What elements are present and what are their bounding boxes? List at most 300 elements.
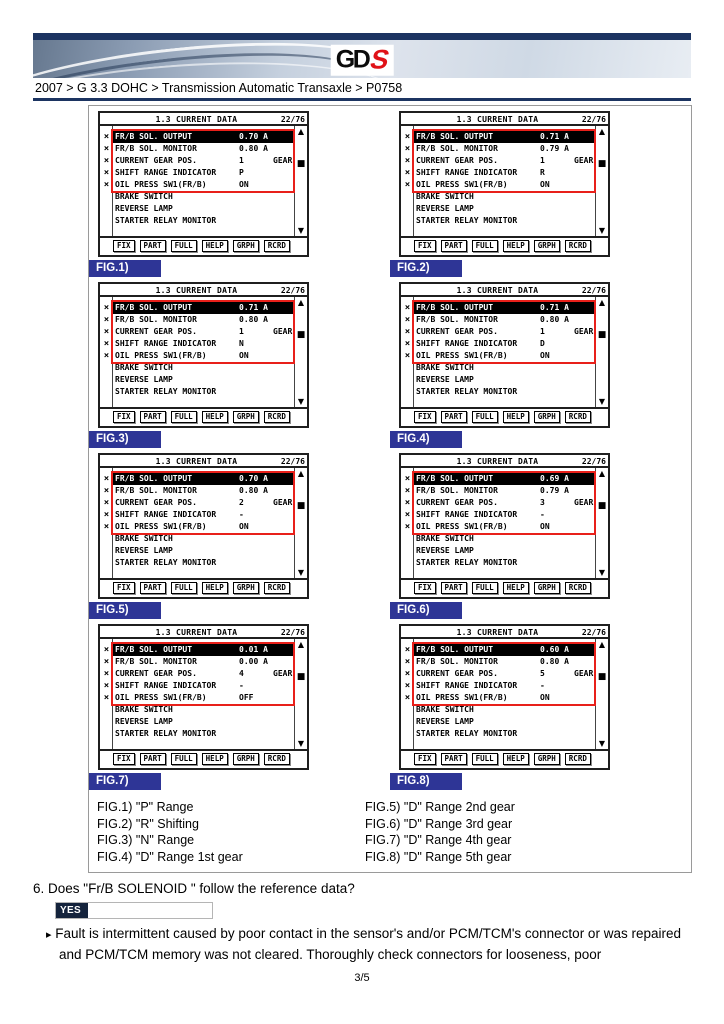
param-value: ON bbox=[239, 180, 249, 189]
param-value: 0.79 A bbox=[540, 144, 569, 153]
gds-logo-swoosh: S bbox=[366, 44, 393, 75]
help-button[interactable]: HELP bbox=[202, 582, 228, 594]
param-row[interactable] bbox=[401, 557, 595, 569]
param-unit bbox=[273, 509, 294, 521]
scroll-thumb[interactable]: ■ bbox=[597, 672, 607, 682]
part-button[interactable]: PART bbox=[140, 240, 166, 252]
param-row[interactable] bbox=[401, 374, 595, 386]
param-row[interactable] bbox=[100, 692, 294, 704]
param-unit: GEAR bbox=[273, 498, 293, 507]
param-row[interactable] bbox=[401, 716, 595, 728]
param-row[interactable] bbox=[100, 545, 294, 557]
page-number: 3/5 bbox=[354, 972, 370, 984]
screen-title-bar bbox=[100, 284, 307, 297]
param-unit bbox=[273, 692, 294, 704]
param-label: OIL PRESS SW1(FR/B) bbox=[115, 522, 207, 531]
param-label: BRAKE SWITCH bbox=[115, 363, 173, 372]
param-row[interactable] bbox=[100, 374, 294, 386]
param-value: OFF bbox=[239, 693, 254, 702]
figure-caption: FIG.2) "R" Shifting bbox=[97, 816, 199, 831]
param-row[interactable] bbox=[401, 485, 595, 497]
figure-label: FIG.1) bbox=[89, 260, 161, 277]
param-row[interactable] bbox=[100, 656, 294, 668]
param-unit bbox=[574, 680, 595, 692]
scroll-down-icon[interactable]: ▼ bbox=[297, 226, 305, 235]
scroll-down-icon[interactable]: ▼ bbox=[297, 739, 305, 748]
param-row-body bbox=[113, 350, 294, 362]
full-button[interactable]: FULL bbox=[472, 753, 498, 765]
selected-mark-icon: × bbox=[103, 510, 110, 520]
param-row[interactable] bbox=[401, 131, 595, 143]
scroll-up-icon[interactable]: ▲ bbox=[598, 127, 606, 136]
param-unit bbox=[574, 167, 595, 179]
param-value: 1 bbox=[540, 156, 545, 165]
scroll-down-icon[interactable]: ▼ bbox=[598, 397, 606, 406]
screen-button-bar bbox=[100, 578, 307, 597]
param-label: FR/B SOL. OUTPUT bbox=[115, 645, 193, 654]
param-label: STARTER RELAY MONITOR bbox=[115, 729, 217, 738]
scroll-down-icon[interactable]: ▼ bbox=[297, 397, 305, 406]
scroll-up-icon[interactable]: ▲ bbox=[297, 469, 305, 478]
param-row[interactable] bbox=[100, 680, 294, 692]
selected-mark-icon: × bbox=[103, 180, 110, 190]
selected-mark-icon: × bbox=[103, 303, 110, 313]
param-row[interactable] bbox=[100, 143, 294, 155]
param-label: OIL PRESS SW1(FR/B) bbox=[416, 522, 508, 531]
mark-placeholder bbox=[100, 728, 113, 740]
param-row[interactable] bbox=[100, 728, 294, 740]
param-unit bbox=[273, 338, 294, 350]
scrollbar[interactable] bbox=[294, 639, 307, 749]
param-row[interactable] bbox=[100, 167, 294, 179]
full-button[interactable]: FULL bbox=[171, 411, 197, 423]
part-button[interactable]: PART bbox=[441, 582, 467, 594]
yes-button[interactable]: YES bbox=[56, 903, 88, 918]
selected-mark-icon: × bbox=[404, 351, 411, 361]
param-row[interactable] bbox=[100, 215, 294, 227]
param-row[interactable] bbox=[401, 314, 595, 326]
scroll-thumb[interactable]: ■ bbox=[597, 159, 607, 169]
gds-logo bbox=[331, 45, 394, 76]
param-row[interactable] bbox=[401, 521, 595, 533]
param-unit bbox=[273, 350, 294, 362]
param-row[interactable] bbox=[100, 203, 294, 215]
param-label: SHIFT RANGE INDICATOR bbox=[416, 339, 518, 348]
grph-button[interactable]: GRPH bbox=[233, 582, 259, 594]
param-label: SHIFT RANGE INDICATOR bbox=[115, 510, 217, 519]
figure-captions bbox=[89, 790, 691, 872]
rcrd-button[interactable]: RCRD bbox=[264, 753, 290, 765]
param-row[interactable] bbox=[401, 326, 595, 338]
scroll-up-icon[interactable]: ▲ bbox=[598, 469, 606, 478]
param-row[interactable] bbox=[100, 473, 294, 485]
rcrd-button[interactable]: RCRD bbox=[565, 411, 591, 423]
help-button[interactable]: HELP bbox=[202, 753, 228, 765]
scrollbar[interactable] bbox=[294, 297, 307, 407]
fix-button[interactable]: FIX bbox=[414, 411, 436, 423]
param-row[interactable] bbox=[100, 485, 294, 497]
param-row[interactable] bbox=[401, 215, 595, 227]
scrollbar[interactable] bbox=[294, 468, 307, 578]
selected-mark-icon: × bbox=[103, 693, 110, 703]
mark-placeholder bbox=[401, 386, 414, 398]
param-label: FR/B SOL. MONITOR bbox=[115, 144, 197, 153]
param-row-body bbox=[414, 497, 595, 509]
mark-placeholder bbox=[100, 386, 113, 398]
scan-tool-screen bbox=[399, 453, 610, 599]
data-list bbox=[401, 126, 608, 236]
param-label: FR/B SOL. MONITOR bbox=[115, 315, 197, 324]
mark-placeholder bbox=[401, 203, 414, 215]
figure-block bbox=[390, 111, 691, 277]
scan-tool-screen bbox=[399, 282, 610, 428]
screen-button-bar bbox=[100, 407, 307, 426]
param-row-body bbox=[414, 644, 595, 656]
scroll-thumb[interactable]: ■ bbox=[597, 501, 607, 511]
param-row[interactable] bbox=[100, 302, 294, 314]
grph-button[interactable]: GRPH bbox=[534, 582, 560, 594]
param-unit bbox=[273, 485, 294, 497]
param-value: 3 bbox=[540, 498, 545, 507]
screen-title: 1.3 CURRENT DATA bbox=[155, 457, 238, 466]
param-row[interactable] bbox=[100, 557, 294, 569]
help-button[interactable]: HELP bbox=[503, 240, 529, 252]
param-row-body bbox=[113, 215, 294, 227]
param-unit bbox=[273, 167, 294, 179]
fix-button[interactable]: FIX bbox=[113, 240, 135, 252]
mark-placeholder bbox=[401, 728, 414, 740]
param-row[interactable] bbox=[401, 143, 595, 155]
full-button[interactable]: FULL bbox=[472, 240, 498, 252]
fix-button[interactable]: FIX bbox=[113, 753, 135, 765]
help-button[interactable]: HELP bbox=[503, 411, 529, 423]
param-value: 0.71 A bbox=[540, 132, 569, 141]
grph-button[interactable]: GRPH bbox=[233, 240, 259, 252]
selected-mark-icon: × bbox=[404, 669, 411, 679]
param-row[interactable] bbox=[100, 338, 294, 350]
scroll-up-icon[interactable]: ▲ bbox=[598, 298, 606, 307]
figure-caption: FIG.6) "D" Range 3rd gear bbox=[365, 816, 513, 831]
param-row[interactable] bbox=[401, 728, 595, 740]
param-label: STARTER RELAY MONITOR bbox=[416, 216, 518, 225]
scroll-thumb[interactable]: ■ bbox=[296, 330, 306, 340]
param-value: 0.71 A bbox=[540, 303, 569, 312]
screen-page-indicator: 22/76 bbox=[581, 457, 606, 466]
scan-tool-screen bbox=[399, 624, 610, 770]
selected-mark-icon: × bbox=[103, 645, 110, 655]
data-rows bbox=[100, 126, 294, 236]
param-label: BRAKE SWITCH bbox=[416, 192, 474, 201]
fix-button[interactable]: FIX bbox=[113, 411, 135, 423]
grph-button[interactable]: GRPH bbox=[534, 411, 560, 423]
param-row[interactable] bbox=[100, 131, 294, 143]
param-label: SHIFT RANGE INDICATOR bbox=[115, 168, 217, 177]
part-button[interactable]: PART bbox=[441, 240, 467, 252]
param-value: 0.80 A bbox=[239, 315, 268, 324]
param-row[interactable] bbox=[100, 704, 294, 716]
param-label: CURRENT GEAR POS. bbox=[115, 327, 197, 336]
help-button[interactable]: HELP bbox=[503, 582, 529, 594]
param-row[interactable] bbox=[100, 668, 294, 680]
param-row[interactable] bbox=[401, 338, 595, 350]
full-button[interactable]: FULL bbox=[472, 582, 498, 594]
screen-title-bar bbox=[100, 626, 307, 639]
param-value: 5 bbox=[540, 669, 545, 678]
figure-label: FIG.2) bbox=[390, 260, 462, 277]
param-row[interactable] bbox=[401, 692, 595, 704]
mark-placeholder bbox=[401, 545, 414, 557]
figure-caption: FIG.3) "N" Range bbox=[97, 833, 195, 847]
fix-button[interactable]: FIX bbox=[414, 582, 436, 594]
param-value: ON bbox=[540, 180, 550, 189]
rcrd-button[interactable]: RCRD bbox=[565, 753, 591, 765]
param-row-body bbox=[414, 668, 595, 680]
param-row-body bbox=[113, 692, 294, 704]
param-row[interactable] bbox=[401, 509, 595, 521]
part-button[interactable]: PART bbox=[441, 753, 467, 765]
grph-button[interactable]: GRPH bbox=[534, 753, 560, 765]
param-row-body bbox=[414, 521, 595, 533]
selected-mark-icon: × bbox=[404, 168, 411, 178]
fix-button[interactable]: FIX bbox=[113, 582, 135, 594]
param-row-body bbox=[113, 668, 294, 680]
scrollbar[interactable] bbox=[595, 468, 608, 578]
scrollbar[interactable] bbox=[595, 126, 608, 236]
param-label: REVERSE LAMP bbox=[115, 717, 173, 726]
fix-button[interactable]: FIX bbox=[414, 753, 436, 765]
param-value: 0.79 A bbox=[540, 486, 569, 495]
param-row-body bbox=[414, 374, 595, 386]
param-row[interactable] bbox=[100, 362, 294, 374]
param-row[interactable] bbox=[100, 509, 294, 521]
scroll-thumb[interactable]: ■ bbox=[296, 159, 306, 169]
param-label: FR/B SOL. MONITOR bbox=[115, 486, 197, 495]
param-row-body bbox=[414, 167, 595, 179]
param-row[interactable] bbox=[100, 314, 294, 326]
data-list bbox=[100, 126, 307, 236]
screen-title-bar bbox=[401, 455, 608, 468]
param-row-body bbox=[414, 704, 595, 716]
param-row[interactable] bbox=[100, 326, 294, 338]
answer-paragraph bbox=[46, 924, 694, 964]
param-label: REVERSE LAMP bbox=[115, 375, 173, 384]
param-row[interactable] bbox=[100, 716, 294, 728]
param-row[interactable] bbox=[100, 350, 294, 362]
selected-mark-icon: × bbox=[404, 339, 411, 349]
full-button[interactable]: FULL bbox=[472, 411, 498, 423]
part-button[interactable]: PART bbox=[140, 411, 166, 423]
param-row[interactable] bbox=[401, 302, 595, 314]
param-label: CURRENT GEAR POS. bbox=[416, 327, 498, 336]
param-row[interactable] bbox=[100, 155, 294, 167]
mark-placeholder bbox=[100, 215, 113, 227]
param-label: CURRENT GEAR POS. bbox=[416, 669, 498, 678]
param-value: ON bbox=[540, 522, 550, 531]
param-row[interactable] bbox=[100, 533, 294, 545]
param-row-body bbox=[113, 485, 294, 497]
param-row[interactable] bbox=[401, 473, 595, 485]
param-row[interactable] bbox=[401, 497, 595, 509]
param-value: 0.80 A bbox=[239, 486, 268, 495]
figure-grid bbox=[89, 111, 691, 790]
mark-placeholder bbox=[401, 374, 414, 386]
param-row[interactable] bbox=[100, 497, 294, 509]
banner-streak bbox=[33, 40, 377, 78]
param-value: ON bbox=[540, 693, 550, 702]
param-unit bbox=[574, 350, 595, 362]
scrollbar[interactable] bbox=[595, 297, 608, 407]
part-button[interactable]: PART bbox=[140, 582, 166, 594]
help-button[interactable]: HELP bbox=[202, 240, 228, 252]
param-row-body bbox=[414, 314, 595, 326]
rcrd-button[interactable]: RCRD bbox=[264, 240, 290, 252]
param-label: REVERSE LAMP bbox=[115, 204, 173, 213]
param-row[interactable] bbox=[401, 704, 595, 716]
param-row-body bbox=[113, 680, 294, 692]
part-button[interactable]: PART bbox=[441, 411, 467, 423]
figure-caption: FIG.1) "P" Range bbox=[97, 800, 194, 814]
rcrd-button[interactable]: RCRD bbox=[565, 240, 591, 252]
selected-mark-icon: × bbox=[103, 669, 110, 679]
rcrd-button[interactable]: RCRD bbox=[264, 582, 290, 594]
param-unit bbox=[574, 179, 595, 191]
fix-button[interactable]: FIX bbox=[414, 240, 436, 252]
param-row[interactable] bbox=[401, 350, 595, 362]
param-unit bbox=[574, 521, 595, 533]
selected-mark-icon: × bbox=[404, 180, 411, 190]
grph-button[interactable]: GRPH bbox=[233, 753, 259, 765]
param-label: OIL PRESS SW1(FR/B) bbox=[416, 351, 508, 360]
selected-mark-icon: × bbox=[404, 522, 411, 532]
full-button[interactable]: FULL bbox=[171, 240, 197, 252]
scroll-up-icon[interactable]: ▲ bbox=[297, 640, 305, 649]
data-list bbox=[401, 639, 608, 749]
data-list bbox=[100, 297, 307, 407]
param-value: D bbox=[540, 339, 545, 348]
grph-button[interactable]: GRPH bbox=[534, 240, 560, 252]
param-label: FR/B SOL. OUTPUT bbox=[115, 303, 193, 312]
param-row[interactable] bbox=[401, 386, 595, 398]
param-label: SHIFT RANGE INDICATOR bbox=[115, 339, 217, 348]
part-button[interactable]: PART bbox=[140, 753, 166, 765]
screen-page-indicator: 22/76 bbox=[280, 115, 305, 124]
selected-mark-icon: × bbox=[404, 327, 411, 337]
figure-block bbox=[89, 624, 390, 790]
param-row[interactable] bbox=[100, 191, 294, 203]
param-row[interactable] bbox=[100, 386, 294, 398]
selected-mark-icon: × bbox=[103, 315, 110, 325]
rcrd-button[interactable]: RCRD bbox=[565, 582, 591, 594]
param-row[interactable] bbox=[401, 545, 595, 557]
param-row[interactable] bbox=[401, 191, 595, 203]
param-row[interactable] bbox=[401, 644, 595, 656]
help-button[interactable]: HELP bbox=[503, 753, 529, 765]
full-button[interactable]: FULL bbox=[171, 753, 197, 765]
scroll-down-icon[interactable]: ▼ bbox=[598, 226, 606, 235]
param-row-body bbox=[414, 326, 595, 338]
scan-tool-screen bbox=[399, 111, 610, 257]
param-unit bbox=[574, 338, 595, 350]
scrollbar[interactable] bbox=[294, 126, 307, 236]
rcrd-button[interactable]: RCRD bbox=[264, 411, 290, 423]
param-value: 0.80 A bbox=[540, 657, 569, 666]
grph-button[interactable]: GRPH bbox=[233, 411, 259, 423]
scroll-thumb[interactable]: ■ bbox=[296, 672, 306, 682]
param-label: BRAKE SWITCH bbox=[115, 705, 173, 714]
param-unit bbox=[574, 509, 595, 521]
scroll-down-icon[interactable]: ▼ bbox=[598, 739, 606, 748]
scroll-down-icon[interactable]: ▼ bbox=[598, 568, 606, 577]
question-text: 6. Does "Fr/B SOLENOID " follow the reference data? bbox=[33, 881, 355, 896]
screen-title: 1.3 CURRENT DATA bbox=[456, 628, 539, 637]
param-row[interactable] bbox=[401, 179, 595, 191]
scroll-thumb[interactable]: ■ bbox=[597, 330, 607, 340]
param-row[interactable] bbox=[100, 179, 294, 191]
param-row-body bbox=[414, 203, 595, 215]
param-unit: GEAR bbox=[574, 669, 594, 678]
param-row[interactable] bbox=[401, 680, 595, 692]
param-row[interactable] bbox=[100, 521, 294, 533]
param-label: SHIFT RANGE INDICATOR bbox=[416, 168, 518, 177]
param-label: SHIFT RANGE INDICATOR bbox=[416, 510, 518, 519]
param-row-body bbox=[414, 545, 595, 557]
param-label: REVERSE LAMP bbox=[115, 546, 173, 555]
param-value: 0.70 A bbox=[239, 132, 268, 141]
scroll-up-icon[interactable]: ▲ bbox=[297, 127, 305, 136]
scroll-up-icon[interactable]: ▲ bbox=[297, 298, 305, 307]
scroll-down-icon[interactable]: ▼ bbox=[297, 568, 305, 577]
param-row[interactable] bbox=[401, 656, 595, 668]
param-unit bbox=[574, 656, 595, 668]
param-label: STARTER RELAY MONITOR bbox=[416, 387, 518, 396]
mark-placeholder bbox=[401, 533, 414, 545]
param-row[interactable] bbox=[401, 533, 595, 545]
scroll-thumb[interactable]: ■ bbox=[296, 501, 306, 511]
param-row[interactable] bbox=[401, 203, 595, 215]
param-row[interactable] bbox=[401, 155, 595, 167]
help-button[interactable]: HELP bbox=[202, 411, 228, 423]
data-rows bbox=[100, 639, 294, 749]
param-unit bbox=[574, 143, 595, 155]
figure-block bbox=[89, 453, 390, 619]
param-value: ON bbox=[239, 351, 249, 360]
param-row-body bbox=[113, 656, 294, 668]
param-row[interactable] bbox=[401, 668, 595, 680]
param-value: ON bbox=[239, 522, 249, 531]
param-row[interactable] bbox=[100, 644, 294, 656]
mark-placeholder bbox=[100, 545, 113, 557]
param-unit bbox=[273, 521, 294, 533]
full-button[interactable]: FULL bbox=[171, 582, 197, 594]
screen-title: 1.3 CURRENT DATA bbox=[456, 286, 539, 295]
param-row[interactable] bbox=[401, 167, 595, 179]
scroll-up-icon[interactable]: ▲ bbox=[598, 640, 606, 649]
param-row-body bbox=[113, 338, 294, 350]
param-label: REVERSE LAMP bbox=[416, 546, 474, 555]
param-row-body bbox=[414, 302, 595, 314]
figure-label: FIG.4) bbox=[390, 431, 462, 448]
param-value: 0.00 A bbox=[239, 657, 268, 666]
banner-top-stripe bbox=[33, 33, 691, 40]
param-row[interactable] bbox=[401, 362, 595, 374]
param-row-body bbox=[414, 350, 595, 362]
scan-tool-screen bbox=[98, 453, 309, 599]
param-row-body bbox=[113, 497, 294, 509]
param-label: OIL PRESS SW1(FR/B) bbox=[115, 180, 207, 189]
scrollbar[interactable] bbox=[595, 639, 608, 749]
selected-mark-icon: × bbox=[404, 681, 411, 691]
mark-placeholder bbox=[401, 362, 414, 374]
